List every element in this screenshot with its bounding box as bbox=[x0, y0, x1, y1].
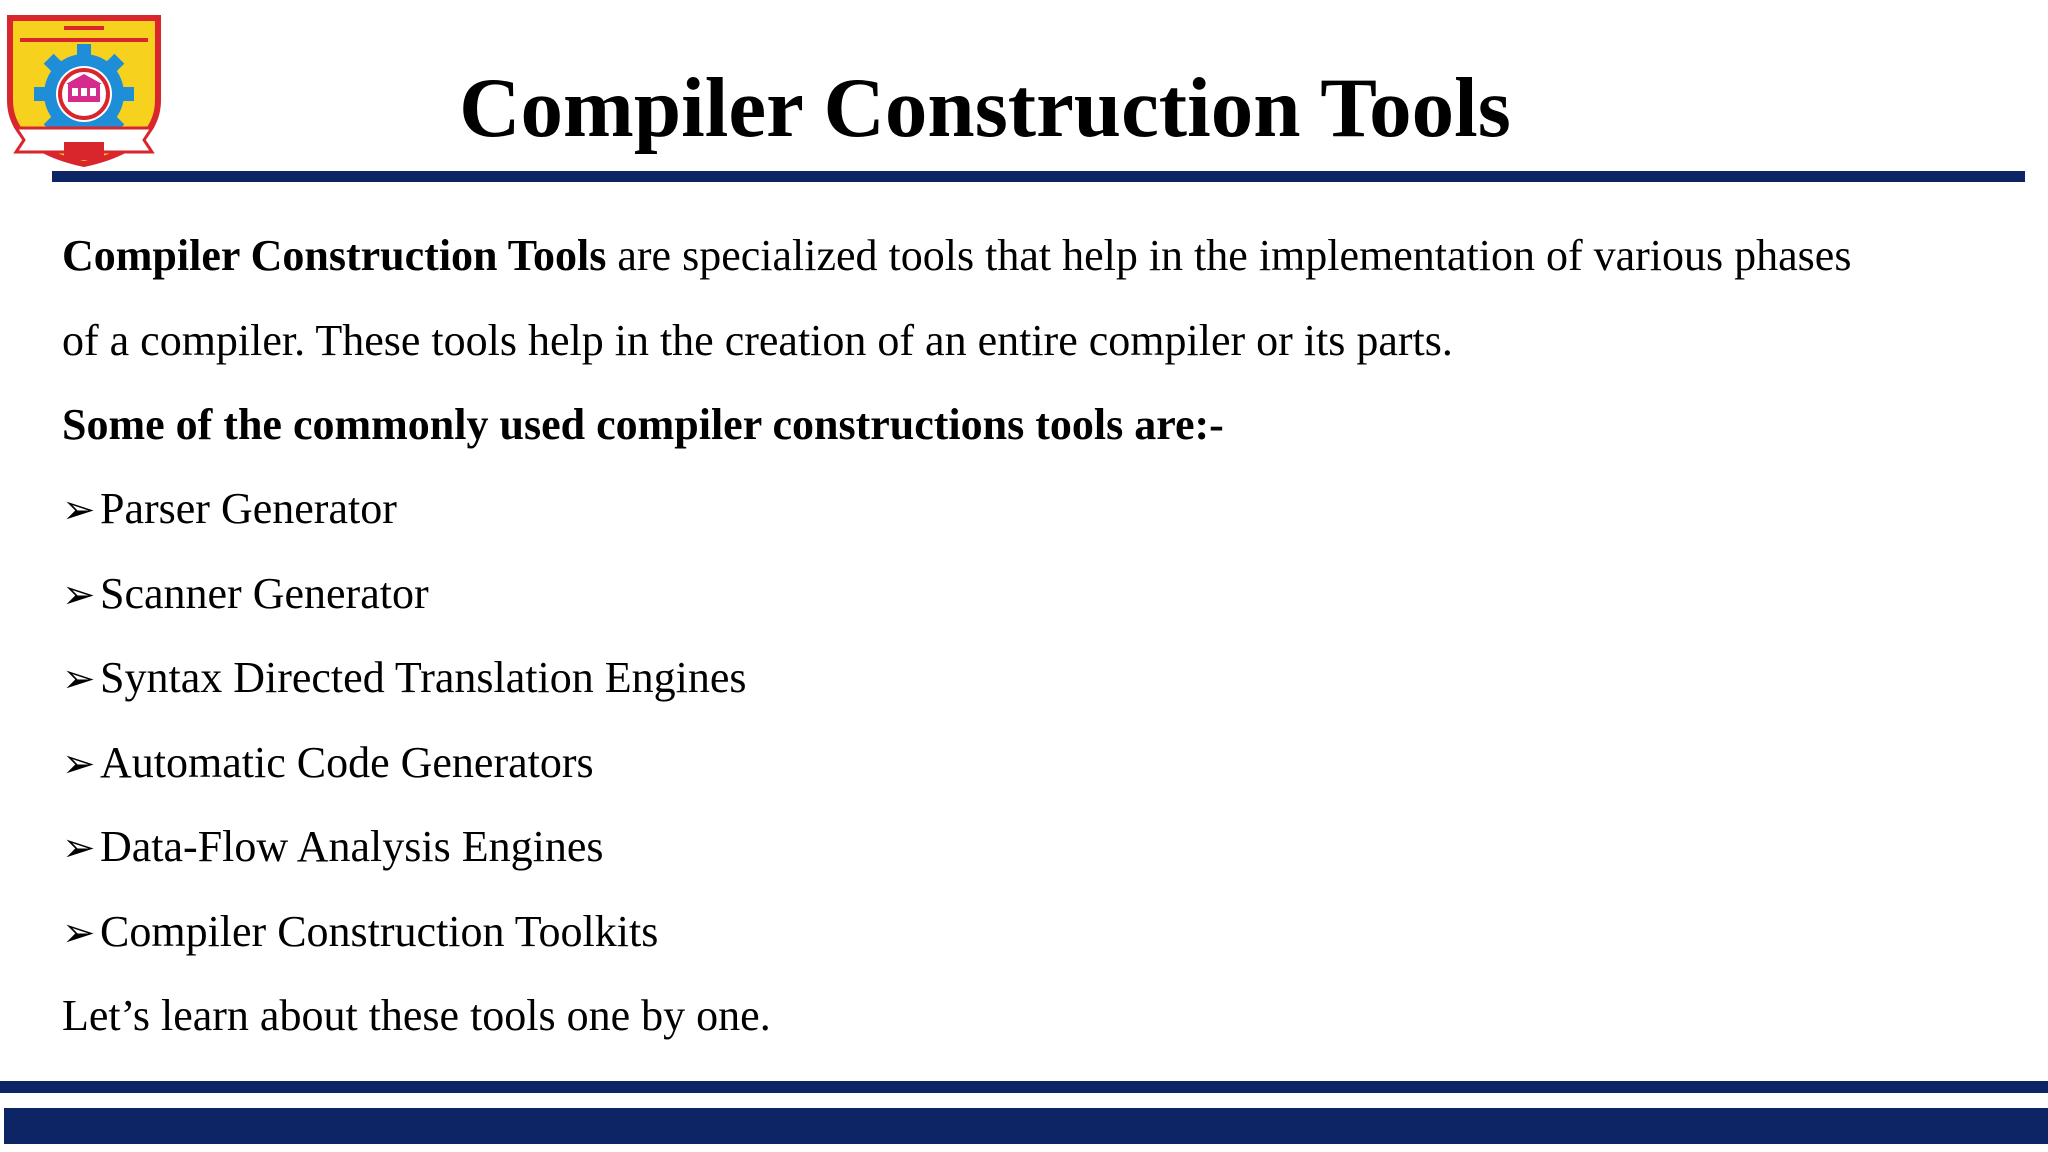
intro-line-2: of a compiler. These tools help in the creation of an entire compiler or its parts. bbox=[62, 316, 1453, 365]
list-item-label: Syntax Directed Translation Engines bbox=[100, 653, 747, 702]
closing-line: Let’s learn about these tools one by one. bbox=[62, 991, 771, 1040]
list-item-label: Data-Flow Analysis Engines bbox=[100, 822, 604, 871]
arrow-bullet-icon: ➢ bbox=[62, 572, 96, 618]
list-item bbox=[62, 902, 658, 963]
list-item bbox=[62, 817, 604, 878]
list-item-label: Parser Generator bbox=[100, 484, 397, 533]
intro-line-1 bbox=[62, 226, 1851, 286]
title-underline bbox=[52, 171, 2025, 182]
footer-rule-thick bbox=[4, 1108, 2048, 1144]
arrow-bullet-icon: ➢ bbox=[62, 656, 96, 702]
list-item-label: Scanner Generator bbox=[100, 569, 429, 618]
list-item-label: Automatic Code Generators bbox=[100, 738, 594, 787]
college-logo bbox=[4, 10, 164, 168]
arrow-bullet-icon: ➢ bbox=[62, 487, 96, 533]
arrow-bullet-icon: ➢ bbox=[62, 825, 96, 871]
list-item-label: Compiler Construction Toolkits bbox=[100, 907, 659, 956]
intro-bold-lead: Compiler Construction Tools bbox=[62, 231, 607, 280]
arrow-bullet-icon: ➢ bbox=[62, 910, 96, 956]
footer-rule-thin bbox=[0, 1081, 2048, 1093]
list-item bbox=[62, 564, 429, 625]
list-heading: Some of the commonly used compiler constructions tools are:- bbox=[62, 400, 1224, 449]
arrow-bullet-icon: ➢ bbox=[62, 741, 96, 787]
list-item bbox=[62, 648, 747, 709]
intro-line-1-rest: are specialized tools that help in the implementation of various phases bbox=[606, 231, 1852, 280]
slide-title: Compiler Construction Tools bbox=[459, 61, 1511, 155]
list-item bbox=[62, 733, 594, 794]
list-item bbox=[62, 479, 397, 540]
